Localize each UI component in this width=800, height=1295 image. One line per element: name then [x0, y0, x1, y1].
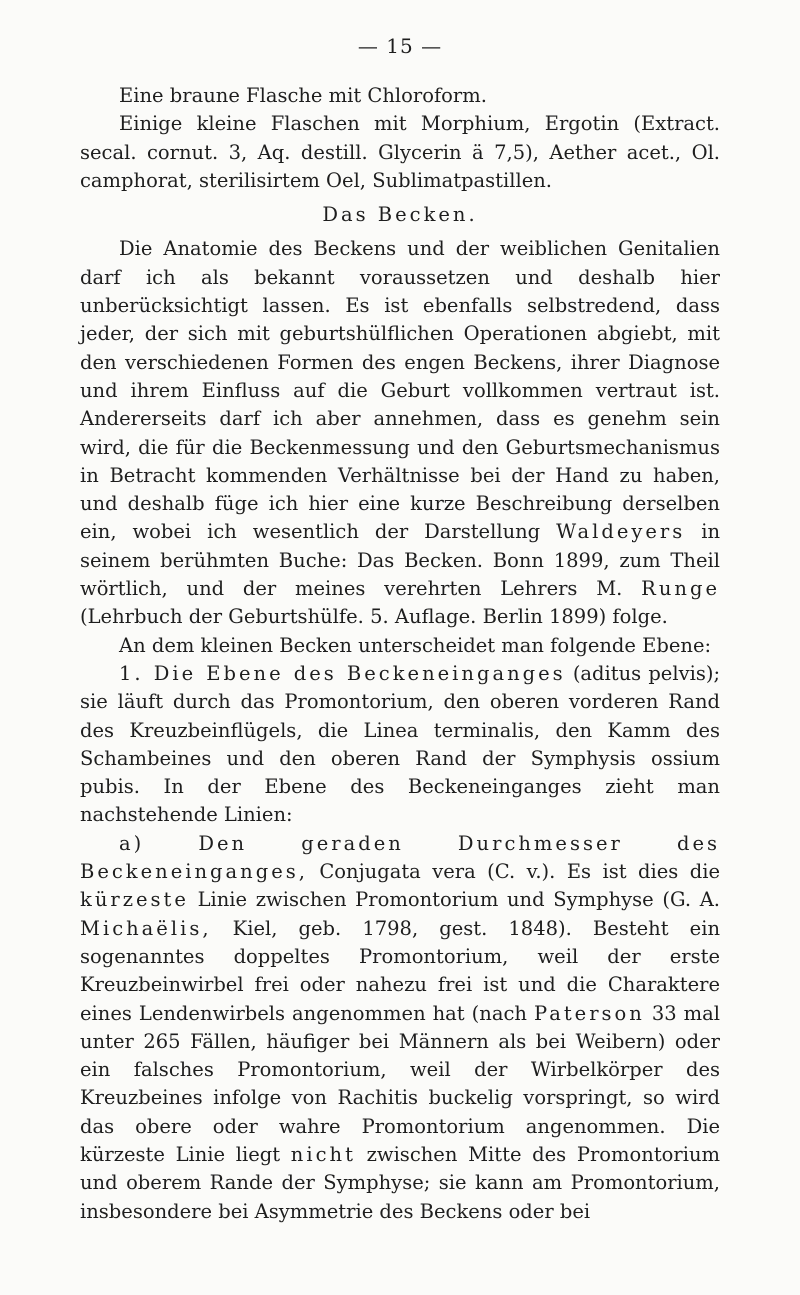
- paragraph-chloroform: Eine braune Flasche mit Chloroform.: [119, 84, 487, 107]
- paragraph-durchmesser-text-4: 33 mal unter 265 Fällen, häufiger bei Männern als bei Weibern) oder ein falsches Promontorium, weil der Wirbelkörper des Kreuzbeines infolge von Rachitis buckelig vorspringt, so wird das obere oder wahre Promontorium angenommen. Die kürzeste Linie liegt: [80, 1001, 721, 1166]
- paragraph-anatomie-text-2: in seinem berühmten Buche: Das Becken. Bonn 1899, zum Theil wörtlich, und der meines verehrten Lehrers M.: [80, 520, 720, 601]
- emphasis-kuerzeste: kürzeste: [80, 888, 189, 912]
- paragraph-durchmesser-text-2: Linie zwischen Promontorium und Symphyse (G. A.: [197, 888, 720, 912]
- paragraph-flaschen: Einige kleine Flaschen mit Morphium, Ergotin (Extract. secal. cornut. 3, Aq. destill. Glycerin ä 7,5), Aether acet., Ol. camphorat, sterilisirtem Oel, Sublimatpastillen.: [80, 112, 720, 192]
- paragraph-anatomie: [80, 235, 720, 631]
- page-body: [80, 82, 720, 1226]
- emphasis-nicht: nicht: [290, 1142, 356, 1166]
- paragraph-beckeneingang-text: (aditus pelvis); sie läuft durch das Promontorium, den oberen vorderen Rand des Kreuzbeinflügels, die Linea terminalis, den Kamm des Schambeines und den oberen Rand der Symphysis ossium pubis. In der Ebene des Beckeneinganges zieht man nachstehende Linien:: [80, 661, 721, 827]
- section-heading: Das Becken.: [322, 203, 478, 227]
- paragraph-anatomie-text: Die Anatomie des Beckens und der weiblichen Genitalien darf ich als bekannt voraussetzen und deshalb hier unberücksichtigt lassen. Es ist ebenfalls selbstredend, dass jeder, der sich mit geburtshülflichen Operationen abgiebt, mit den verschiedenen Formen des engen Beckens, ihrer Diagnose und ihrem Einfluss auf die Geburt vollkommen vertraut ist. Andererseits darf ich aber annehmen, dass es genehm sein wird, die für die Beckenmessung und den Geburtsmechanismus in Betracht kommenden Verhältnisse bei der Hand zu haben, und deshalb füge ich hier eine kurze Beschreibung derselben ein, wobei ich wesentlich der Darstellung: [80, 237, 720, 544]
- paragraph-anatomie-text-3: (Lehrbuch der Geburtshülfe. 5. Auflage. Berlin 1899) folge.: [80, 605, 668, 629]
- paragraph-durchmesser-text-5: zwischen Mitte des Promontorium und oberem Rande der Symphyse; sie kann am Promontorium, insbesondere bei Asymmetrie des Beckens oder bei: [80, 1142, 721, 1223]
- paragraph-durchmesser-text-3: Kiel, geb. 1798, gest. 1848). Besteht ein sogenanntes doppeltes Promontorium, weil der erste Kreuzbeinwirbel frei oder nahezu frei ist und die Charaktere eines Lendenwirbels angenommen hat (nach: [80, 916, 721, 1025]
- author-waldeyer: Waldeyers: [556, 520, 686, 544]
- author-paterson: Paterson: [533, 1001, 645, 1025]
- paragraph-beckeneingang: [80, 660, 720, 830]
- term-gerader-durchmesser: a) Den geraden Durchmesser des Beckeneinganges,: [80, 831, 720, 884]
- term-ebene-beckeneinganges: 1. Die Ebene des Beckeneinganges: [119, 661, 566, 685]
- author-michaelis: Michaëlis,: [80, 916, 212, 940]
- paragraph-durchmesser: [80, 830, 720, 1226]
- paragraph-ebene: An dem kleinen Becken unterscheidet man folgende Ebene:: [119, 633, 712, 657]
- page-number: — 15 —: [357, 34, 443, 58]
- author-runge: Runge: [641, 577, 720, 601]
- paragraph-durchmesser-text: Conjugata vera (C. v.). Es ist dies die: [319, 860, 720, 884]
